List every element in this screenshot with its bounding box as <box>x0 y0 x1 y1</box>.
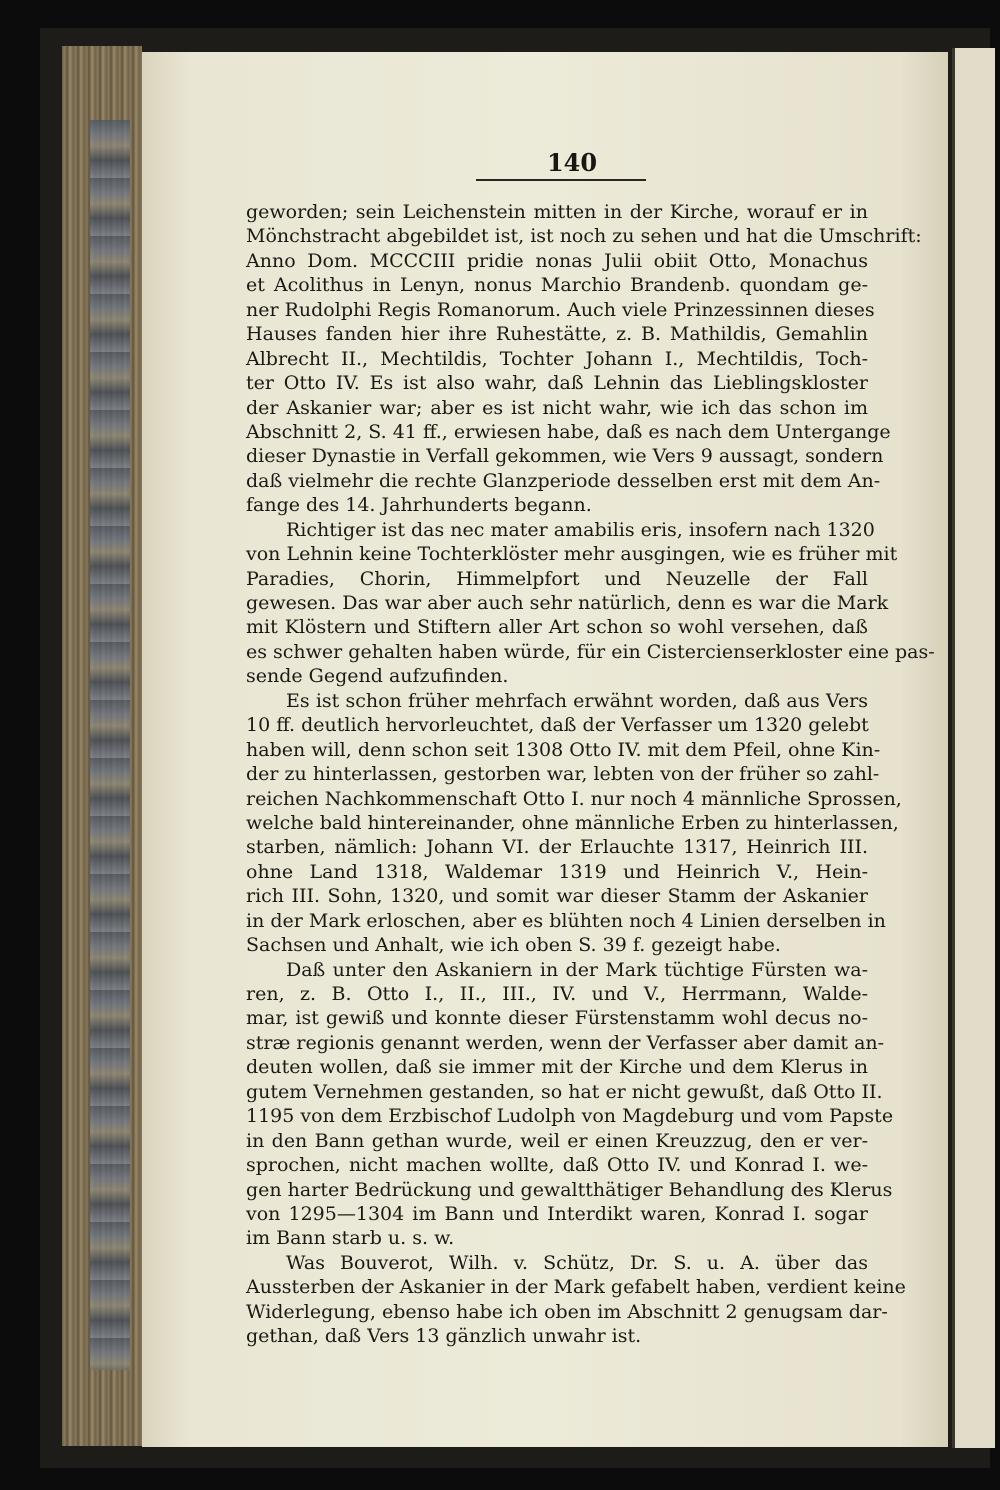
text-line: 10 ff. deutlich hervorleuchtet, daß der Verfasser um 1320 gelebt <box>246 714 869 737</box>
text-line: Richtiger ist das nec mater amabilis eris, insofern nach 1320 <box>286 518 875 541</box>
text-line: gutem Vernehmen gestanden, so hat er nicht gewußt, daß Otto II. <box>246 1080 883 1103</box>
text-line: mit Klöstern und Stiftern aller Art schon so wohl versehen, daß <box>246 616 868 639</box>
text-line: Daß unter den Askaniern in der Mark tüchtige Fürsten wa- <box>286 958 868 981</box>
text-line: der Askanier war; aber es ist nicht wahr, wie ich das schon im <box>246 396 868 419</box>
text-line: fange des 14. Jahrhunderts begann. <box>246 494 592 517</box>
text-line: es schwer gehalten haben würde, für ein Cistercienserkloster eine pas- <box>246 640 935 663</box>
text-line: Albrecht II., Mechtildis, Tochter Johann I., Mechtildis, Toch- <box>246 347 868 370</box>
marbled-edge <box>90 120 130 1370</box>
page-number: 140 <box>546 148 598 177</box>
facing-page-edge <box>952 48 995 1448</box>
text-line: deuten wollen, daß sie immer mit der Kirche und dem Klerus in <box>246 1056 868 1079</box>
text-line: Anno Dom. MCCCIII pridie nonas Julii obiit Otto, Monachus <box>246 249 868 272</box>
text-line: im Bann starb u. s. w. <box>246 1227 455 1250</box>
text-line: daß vielmehr die rechte Glanzperiode desselben erst mit dem An- <box>246 469 881 492</box>
text-line: ter Otto IV. Es ist also wahr, daß Lehnin das Lieblingskloster <box>246 372 868 395</box>
text-line: gethan, daß Vers 13 gänzlich unwahr ist. <box>246 1325 642 1348</box>
text-line: gewesen. Das war aber auch sehr natürlich, denn es war die Mark <box>246 592 889 614</box>
text-line: Sachsen und Anhalt, wie ich oben S. 39 f. gezeigt habe. <box>246 934 781 957</box>
text-line: von Lehnin keine Tochterklöster mehr ausgingen, wie es früher mit <box>246 543 898 566</box>
text-line: dieser Dynastie in Verfall gekommen, wie Vers 9 aussagt, sondern <box>246 445 884 468</box>
text-line: starben, nämlich: Johann VI. der Erlauchte 1317, Heinrich III. <box>246 836 868 859</box>
text-line: Paradies, Chorin, Himmelpfort und Neuzelle der Fall <box>246 567 868 590</box>
text-line: Aussterben der Askanier in der Mark gefabelt haben, verdient keine <box>246 1276 906 1299</box>
text-line: 1195 von dem Erzbischof Ludolph von Magdeburg und vom Papste <box>246 1105 894 1128</box>
text-line: reichen Nachkommenschaft Otto I. nur noch 4 männliche Sprossen, <box>246 787 902 810</box>
text-line: Mönchstracht abgebildet ist, ist noch zu sehen und hat die Umschrift: <box>246 225 922 248</box>
text-line: Was Bouverot, Wilh. v. Schütz, Dr. S. u. A. über das <box>286 1251 868 1274</box>
text-line: ohne Land 1318, Waldemar 1319 und Heinrich V., Hein- <box>246 860 868 883</box>
body-text <box>246 200 935 1349</box>
text-line: mar, ist gewiß und konnte dieser Fürstenstamm wohl decus no- <box>246 1007 868 1030</box>
text-line: rich III. Sohn, 1320, und somit war dieser Stamm der Askanier <box>246 885 868 908</box>
text-line: Es ist schon früher mehrfach erwähnt worden, daß aus Vers <box>286 689 868 712</box>
text-line: stræ regionis genannt werden, wenn der Verfasser aber damit an- <box>246 1031 885 1054</box>
text-line: ren, z. B. Otto I., II., III., IV. und V., Herrmann, Walde- <box>246 983 868 1005</box>
text-line: Widerlegung, ebenso habe ich oben im Abschnitt 2 genugsam dar- <box>246 1300 888 1323</box>
text-line: ner Rudolphi Regis Romanorum. Auch viele Prinzessinnen dieses <box>246 298 875 321</box>
text-line: sende Gegend aufzufinden. <box>246 665 509 688</box>
text-line: von 1295—1304 im Bann und Interdikt waren, Konrad I. sogar <box>246 1202 868 1225</box>
text-line: sprochen, nicht machen wollte, daß Otto IV. und Konrad I. we- <box>246 1154 868 1177</box>
header-rule <box>476 179 646 181</box>
text-line: der zu hinterlassen, gestorben war, lebten von der früher so zahl- <box>246 763 880 786</box>
text-line: geworden; sein Leichenstein mitten in der Kirche, worauf er in <box>246 201 868 223</box>
book-page <box>142 52 948 1447</box>
text-line: Hauses fanden hier ihre Ruhestätte, z. B. Mathildis, Gemahlin <box>246 323 868 346</box>
text-line: haben will, denn schon seit 1308 Otto IV. mit dem Pfeil, ohne Kin- <box>246 738 881 761</box>
text-line: Abschnitt 2, S. 41 ff., erwiesen habe, daß es nach dem Untergange <box>246 420 891 443</box>
text-line: welche bald hintereinander, ohne männliche Erben zu hinterlassen, <box>246 811 899 834</box>
text-line: et Acolithus in Lenyn, nonus Marchio Brandenb. quondam ge- <box>246 274 868 297</box>
text-line: in den Bann gethan wurde, weil er einen Kreuzzug, den er ver- <box>246 1129 868 1152</box>
text-line: in der Mark erloschen, aber es blühten noch 4 Linien derselben in <box>246 909 886 932</box>
text-line: gen harter Bedrückung und gewaltthätiger Behandlung des Klerus <box>246 1178 893 1201</box>
